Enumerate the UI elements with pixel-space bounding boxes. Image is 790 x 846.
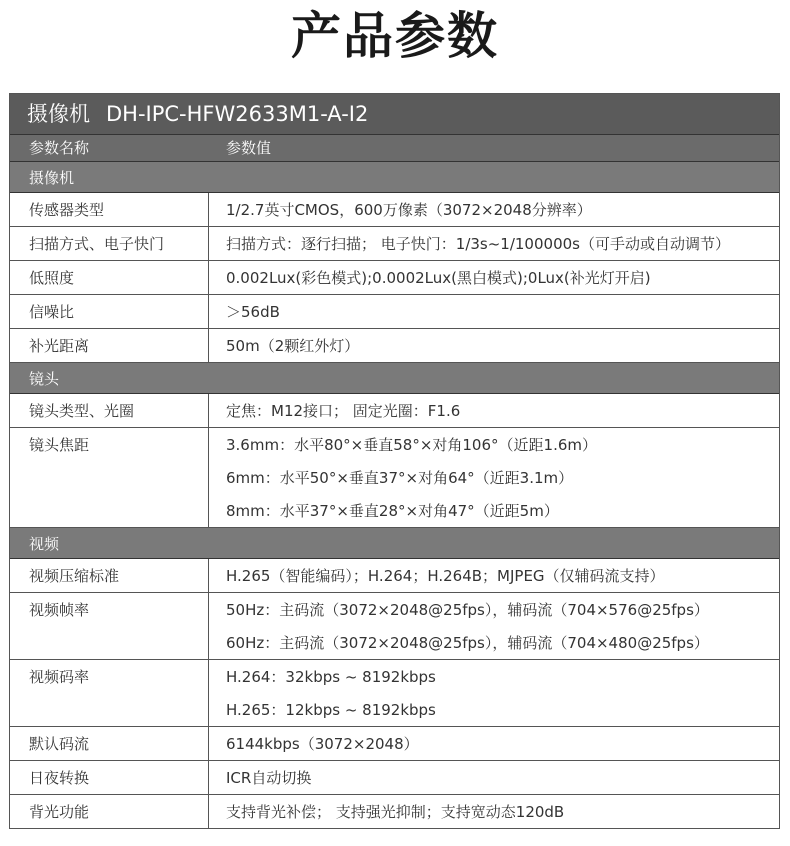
table-title — [10, 94, 779, 135]
param-value-line: H.265（智能编码）；H.264；H.264B；MJPEG（仅辅码流支持） — [226, 567, 665, 585]
table-row — [10, 559, 779, 593]
table-row — [10, 329, 779, 363]
param-name — [10, 295, 209, 328]
param-value-line: 50m（2颗红外灯） — [226, 337, 360, 355]
param-name-text: 视频帧率 — [29, 601, 90, 619]
param-value-line: 8mm：水平37°×垂直28°×对角47°（近距5m） — [226, 502, 559, 520]
param-value-line: H.265：12kbps ~ 8192kbps — [226, 701, 436, 719]
param-name — [10, 593, 209, 659]
param-name-text: 背光功能 — [29, 803, 90, 821]
param-value — [209, 428, 779, 527]
param-value-line: 6mm：水平50°×垂直37°×对角64°（近距3.1m） — [226, 469, 574, 487]
param-name — [10, 329, 209, 362]
table-row — [10, 295, 779, 329]
param-name — [10, 660, 209, 726]
param-value — [209, 261, 779, 294]
param-value-line: 支持背光补偿； 支持强光抑制；支持宽动态120dB — [226, 803, 565, 821]
table-title-model: DH-IPC-HFW2633M1-A-I2 — [106, 102, 369, 126]
param-value-line: ICR自动切换 — [226, 769, 312, 787]
table-row — [10, 593, 779, 660]
param-name-text: 日夜转换 — [29, 769, 90, 787]
table-row — [10, 227, 779, 261]
param-value — [209, 193, 779, 226]
param-name — [10, 559, 209, 592]
param-value — [209, 727, 779, 760]
param-value — [209, 593, 779, 659]
param-value-line: 扫描方式：逐行扫描； 电子快门：1/3s~1/100000s（可手动或自动调节） — [226, 235, 730, 253]
param-value — [209, 295, 779, 328]
param-name — [10, 795, 209, 828]
table-row — [10, 761, 779, 795]
param-name-text: 低照度 — [29, 269, 75, 287]
param-name-text: 默认码流 — [29, 735, 90, 753]
param-name-text: 扫描方式、电子快门 — [29, 235, 165, 253]
param-name — [10, 193, 209, 226]
param-value — [209, 227, 779, 260]
section-header: 摄像机 — [10, 162, 779, 193]
sections-container — [10, 162, 779, 829]
param-value-line: 50Hz：主码流（3072×2048@25fps），辅码流（704×576@25fps） — [226, 601, 709, 619]
table-row — [10, 428, 779, 528]
header-name: 参数名称 — [29, 139, 90, 157]
spec-table — [9, 93, 780, 829]
param-name — [10, 261, 209, 294]
param-name-text: 信噪比 — [29, 303, 75, 321]
param-name-text: 补光距离 — [29, 337, 90, 355]
param-value-line: 3.6mm：水平80°×垂直58°×对角106°（近距1.6m） — [226, 436, 597, 454]
param-name — [10, 761, 209, 794]
table-row — [10, 193, 779, 227]
param-name — [10, 394, 209, 427]
table-row — [10, 394, 779, 428]
param-name — [10, 227, 209, 260]
page-title: 产品参数 — [291, 7, 499, 65]
table-row — [10, 660, 779, 727]
param-value — [209, 795, 779, 828]
param-value-line: 0.002Lux(彩色模式);0.0002Lux(黑白模式);0Lux(补光灯开启) — [226, 269, 651, 287]
param-name — [10, 428, 209, 527]
param-value-line: ＞56dB — [226, 303, 280, 321]
param-name-text: 传感器类型 — [29, 201, 105, 219]
header-value: 参数值 — [226, 139, 272, 157]
param-value — [209, 329, 779, 362]
table-header — [10, 135, 779, 162]
param-name-text: 视频码率 — [29, 668, 90, 686]
param-value — [209, 761, 779, 794]
param-value-line: 6144kbps（3072×2048） — [226, 735, 419, 753]
param-value-line: 1/2.7英寸CMOS，600万像素（3072×2048分辨率） — [226, 201, 592, 219]
param-value — [209, 660, 779, 726]
param-value — [209, 394, 779, 427]
param-value-line: 60Hz：主码流（3072×2048@25fps），辅码流（704×480@25fps） — [226, 634, 709, 652]
param-name-text: 镜头类型、光圈 — [29, 402, 135, 420]
section-header: 镜头 — [10, 363, 779, 394]
table-row — [10, 727, 779, 761]
param-value — [209, 559, 779, 592]
section-header: 视频 — [10, 528, 779, 559]
param-value-line: H.264：32kbps ~ 8192kbps — [226, 668, 436, 686]
param-name-text: 镜头焦距 — [29, 436, 90, 454]
param-name-text: 视频压缩标准 — [29, 567, 120, 585]
table-row — [10, 795, 779, 829]
param-name — [10, 727, 209, 760]
table-title-prefix: 摄像机 — [27, 102, 90, 126]
table-row — [10, 261, 779, 295]
param-value-line: 定焦：M12接口； 固定光圈：F1.6 — [226, 402, 461, 420]
